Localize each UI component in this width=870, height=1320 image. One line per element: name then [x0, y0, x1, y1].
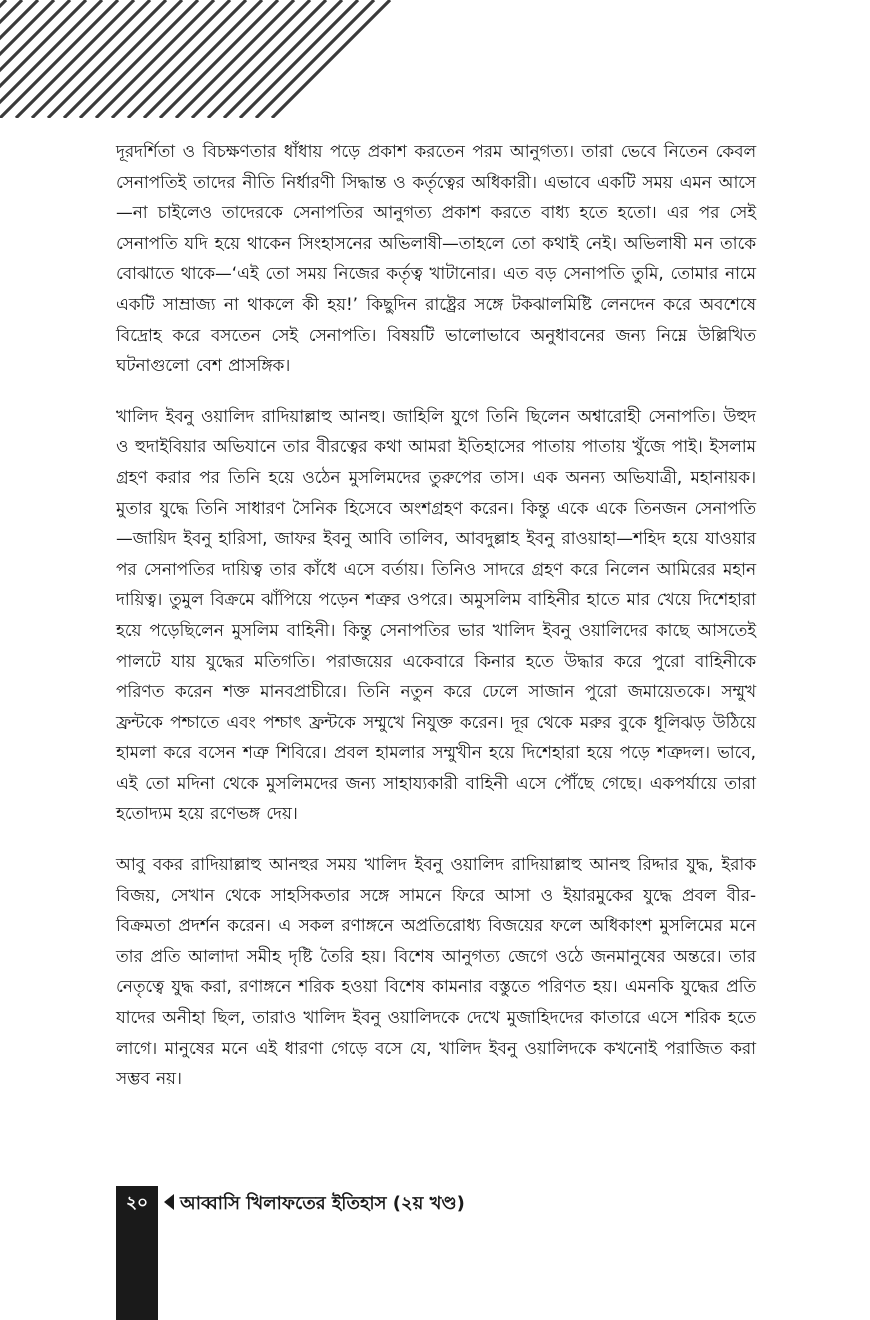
- running-header-book-title: আব্বাসি খিলাফতের ইতিহাস (২য় খণ্ড): [180, 1193, 465, 1214]
- page-number: ২০: [125, 1193, 149, 1213]
- body-text: [116, 136, 756, 1114]
- paragraph-2: খালিদ ইবনু ওয়ালিদ রাদিয়াল্লাহু আনহু। জাহিলি যুগে তিনি ছিলেন অশ্বারোহী সেনাপতি। উহুদ ও হুদাইবিয়ার অভিযানে তার বীরত্বের কথা আমরা ইতিহাসের পাতায় পাতায় খুঁজে পাই। ইসলাম গ্রহণ করার পর তিনি হয়ে ওঠেন মুসলিমদের তুরুপের তাস। এক অনন্য অভিযাত্রী, মহানায়ক। মুতার যুদ্ধে তিনি সাধারণ সৈনিক হিসেবে অংশগ্রহণ করেন। কিন্তু একে একে তিনজন সেনাপতি—জায়িদ ইবনু হারিসা, জাফর ইবনু আবি তালিব, আবদুল্লাহ ইবনু রাওয়াহা—শহিদ হয়ে যাওয়ার পর সেনাপতির দায়িত্ব তার কাঁধে এসে বর্তায়। তিনিও সাদরে গ্রহণ করে নিলেন আমিরের মহান দায়িত্ব। তুমুল বিক্রমে ঝাঁপিয়ে পড়েন শত্রুর ওপরে। অমুসলিম বাহিনীর হাতে মার খেয়ে দিশেহারা হয়ে পড়েছিলেন মুসলিম বাহিনী। কিন্তু সেনাপতির ভার খালিদ ইবনু ওয়ালিদের কাছে আসতেই পালটে যায় যুদ্ধের মতিগতি। পরাজয়ের একেবারে কিনার হতে উদ্ধার করে পুরো বাহিনীকে পরিণত করেন শক্ত মানবপ্রাচীরে। তিনি নতুন করে ঢেলে সাজান পুরো জমায়েতকে। সম্মুখ ফ্রন্টকে পশ্চাতে এবং পশ্চাৎ ফ্রন্টকে সম্মুখে নিযুক্ত করেন। দূর থেকে মরুর বুকে ধূলিঝড় উঠিয়ে হামলা করে বসেন শত্রু শিবিরে। প্রবল হামলার সম্মুখীন হয়ে দিশেহারা হয়ে পড়ে শত্রুদল। ভাবে, এই তো মদিনা থেকে মুসলিমদের জন্য সাহায্যকারী বাহিনী এসে পৌঁছে গেছে। একপর্যায়ে তারা হতোদ্যম হয়ে রণেভঙ্গ দেয়।: [116, 405, 757, 824]
- triangle-left-icon: [164, 1194, 174, 1210]
- paragraph-1: দূরদর্শিতা ও বিচক্ষণতার ধাঁধায় পড়ে প্রকাশ করতেন পরম আনুগত্য। তারা ভেবে নিতেন কেবল সেনাপতিই তাদের নীতি নির্ধারণী সিদ্ধান্ত ও কর্তৃত্বের অধিকারী। এভাবে একটি সময় এমন আসে—না চাইলেও তাদেরকে সেনাপতির আনুগত্য প্রকাশ করতে বাধ্য হতে হতো। এর পর সেই সেনাপতি যদি হয়ে থাকেন সিংহাসনের অভিলাষী—তাহলে তো কথাই নেই। অভিলাষী মন তাকে বোঝাতে থাকে—‘এই তো সময় নিজের কর্তৃত্ব খাটানোর। এত বড় সেনাপতি তুমি, তোমার নামে একটি সাম্রাজ্য না থাকলে কী হয়!’ কিছুদিন রাষ্ট্রের সঙ্গে টকঝালমিষ্টি লেনদেন করে অবশেষে বিদ্রোহ করে বসতেন সেই সেনাপতি। বিষয়টি ভালোভাবে অনুধাবনের জন্য নিম্নে উল্লিখিত ঘটনাগুলো বেশ প্রাসঙ্গিক।: [116, 141, 756, 376]
- corner-hatch-decoration: [0, 0, 400, 118]
- paragraph-3: আবু বকর রাদিয়াল্লাহু আনহুর সময় খালিদ ইবনু ওয়ালিদ রাদিয়াল্লাহু আনহু রিদ্দার যুদ্ধ, ইরাক বিজয়, সেখান থেকে সাহসিকতার সঙ্গে সামনে ফিরে আসা ও ইয়ারমুকের যুদ্ধে প্রবল বীর-বিক্রমতা প্রদর্শন করেন। এ সকল রণাঙ্গনে অপ্রতিরোধ্য বিজয়ের ফলে অধিকাংশ মুসলিমের মনে তার প্রতি আলাদা সমীহ দৃষ্টি তৈরি হয়। বিশেষ আনুগত্য জেগে ওঠে জনমানুষের অন্তরে। তার নেতৃত্বে যুদ্ধ করা, রণাঙ্গনে শরিক হওয়া বিশেষ কামনার বস্তুতে পরিণত হয়। এমনকি যুদ্ধের প্রতি যাদের অনীহা ছিল, তারাও খালিদ ইবনু ওয়ালিদকে দেখে মুজাহিদদের কাতারে এসে শরিক হতে লাগে। মানুষের মনে এই ধারণা গেড়ে বসে যে, খালিদ ইবনু ওয়ালিদকে কখনোই পরাজিত করা সম্ভব নয়।: [116, 854, 756, 1089]
